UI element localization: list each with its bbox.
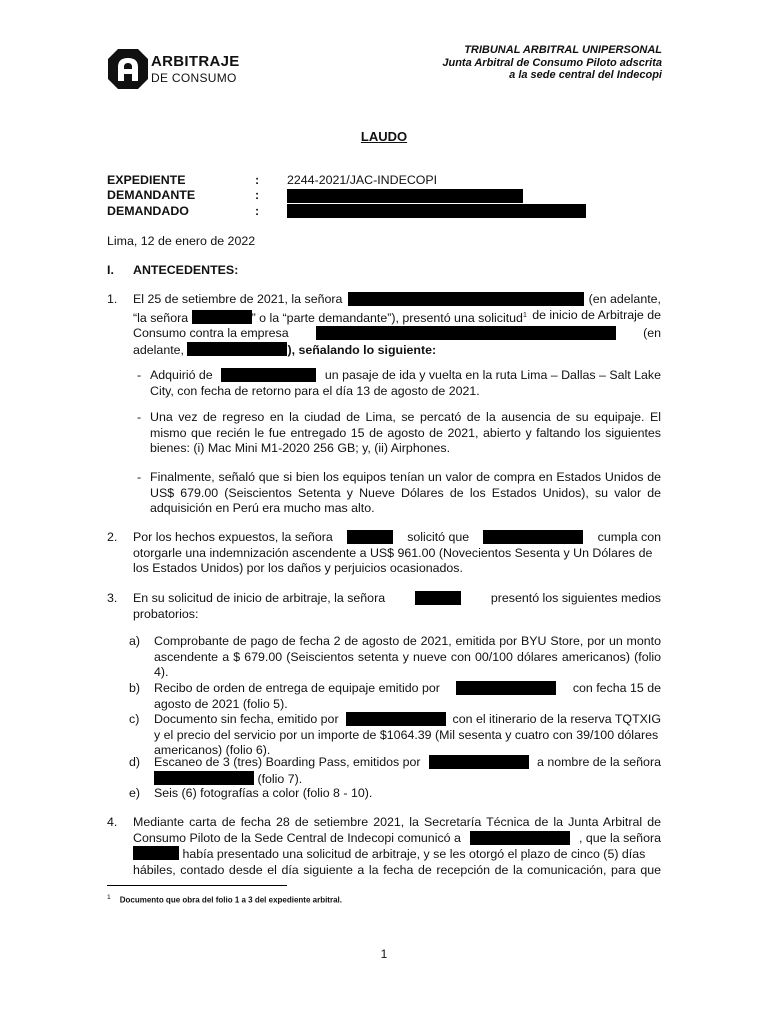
redaction-demandante <box>287 189 523 203</box>
list-d-text-3: (folio 7). <box>257 771 303 786</box>
redaction-company-c <box>346 712 446 726</box>
b1-text-b: un pasaje de ida y vuelta en la ruta Lima – Dallas – Salt Lake <box>324 368 661 382</box>
p4-text-c: , que la señora <box>579 830 661 845</box>
demandado-colon: : <box>255 204 260 218</box>
p1-text-c: “la señora <box>133 310 189 325</box>
p2-text-b: solicitó que <box>407 530 470 544</box>
footnote-divider <box>107 885 287 886</box>
redaction-name-p3 <box>415 591 461 605</box>
p1-text-h: adelante, <box>133 342 184 357</box>
expediente-colon: : <box>255 173 260 187</box>
redaction-company-b1 <box>221 368 316 382</box>
section-number: I. <box>107 263 114 277</box>
paragraph-1 <box>133 292 661 359</box>
p1-text-b: (en adelante, <box>588 292 661 306</box>
footnote <box>107 894 342 905</box>
header-line-1: TRIBUNAL ARBITRAL UNIPERSONAL <box>464 44 662 56</box>
paragraph-2 <box>133 530 661 577</box>
list-c-text-2: con el itinerario de la reserva TQTXIG <box>452 712 661 726</box>
bullet-1 <box>150 368 661 399</box>
p1-text-g: (en <box>643 326 661 341</box>
redaction-company <box>316 326 616 340</box>
arbitraje-logo <box>106 45 256 93</box>
redaction-short-name <box>192 310 252 324</box>
p1-text-i: ), señalando lo siguiente: <box>287 342 437 357</box>
p3-text-a: En su solicitud de inicio de arbitraje, la señora <box>133 591 386 605</box>
list-d-text-2: a nombre de la señora <box>536 755 661 769</box>
paragraph-4 <box>133 815 661 878</box>
p2-text-c: cumpla con <box>597 530 661 544</box>
p1-text-a: El 25 de setiembre de 2021, la señora <box>133 292 343 306</box>
paragraph-2-number: 2. <box>107 530 118 544</box>
list-c-letter: c) <box>129 712 140 726</box>
redaction-name-p4 <box>133 846 179 860</box>
logo-title: ARBITRAJE <box>151 53 240 70</box>
header-line-2: Junta Arbitral de Consumo Piloto adscrita <box>442 56 662 69</box>
document-title: LAUDO <box>360 129 408 144</box>
p4-text-d: había presentado una solicitud de arbitraje, y se les otorgó el plazo de cinco (5) días <box>182 847 646 862</box>
demandante-label: DEMANDANTE <box>107 188 196 202</box>
bullet-3-dash: - <box>137 470 142 484</box>
footnote-number: 1 <box>107 894 111 901</box>
redaction-company-b <box>456 681 556 695</box>
redaction-name-p2 <box>347 530 393 544</box>
p1-text-f: Consumo contra la empresa <box>133 326 289 341</box>
list-b <box>154 681 661 712</box>
paragraph-4-number: 4. <box>107 815 118 829</box>
list-e: Seis (6) fotografías a color (folio 8 - 10). <box>154 786 373 800</box>
expediente-label: EXPEDIENTE <box>107 173 186 187</box>
p4-text-b: Consumo Piloto de la Sede Central de Indecopi comunicó a <box>133 830 461 845</box>
list-b-letter: b) <box>129 681 141 695</box>
p2-text-a: Por los hechos expuestos, la señora <box>133 530 333 544</box>
paragraph-3-number: 3. <box>107 591 118 605</box>
p1-text-d: ” o la “parte demandante”), presentó una solicitud <box>251 310 523 325</box>
list-b-text-2: con fecha 15 de <box>572 681 661 695</box>
bullet-1-dash: - <box>137 368 142 382</box>
expediente-value: 2244-2021/JAC-INDECOPI <box>287 173 438 187</box>
list-c <box>154 712 661 759</box>
redaction-company-d <box>429 755 529 769</box>
redaction-company-p4 <box>470 831 570 845</box>
footnote-ref: 1 <box>522 311 527 319</box>
list-c-text-1: Documento sin fecha, emitido por <box>154 712 339 726</box>
list-d-text-1: Escaneo de 3 (tres) Boarding Pass, emitidos por <box>154 755 421 769</box>
redaction-company-short <box>187 342 287 356</box>
redaction-company-p2 <box>483 530 583 544</box>
redaction-demandado <box>287 204 586 218</box>
footnote-text: Documento que obra del folio 1 a 3 del expediente arbitral. <box>119 895 342 905</box>
p3-text-b: presentó los siguientes medios <box>490 591 661 605</box>
arbitraje-emblem-icon <box>106 47 150 91</box>
bullet-3: Finalmente, señaló que si bien los equipos tenían un valor de compra en Estados Unidos de US$ 679.00 (Seiscientos Setenta y Nueve Dólares de los Estados Unidos), su valor de adquisición en Perú era mucho mas alto. <box>150 470 661 516</box>
demandado-label: DEMANDADO <box>107 204 189 218</box>
list-b-text-1: Recibo de orden de entrega de equipaje emitido por <box>154 681 440 695</box>
p2-text-e: los Estados Unidos) por los daños y perjuicios ocasionados. <box>133 561 463 576</box>
p4-text-e: hábiles, contado desde el día siguiente a la fecha de recepción de la comunicación, para que <box>133 862 661 877</box>
redaction-name-d <box>154 771 254 785</box>
list-a: Comprobante de pago de fecha 2 de agosto de 2021, emitida por BYU Store, por un monto ascendente a $ 679.00 (Seiscientos setenta y nueve con 00/100 dólares americanos) (folio 4). <box>154 634 661 680</box>
header-line-3: a la sede central del Indecopi <box>509 69 662 81</box>
b1-text-a: Adquirió de <box>150 368 213 382</box>
p4-text-a: Mediante carta de fecha 28 de setiembre 2021, la Secretaría Técnica de la Junta Arbitral de <box>133 815 661 829</box>
redaction-name <box>348 292 584 306</box>
document-date: Lima, 12 de enero de 2022 <box>107 234 256 248</box>
logo-subtitle: DE CONSUMO <box>151 71 237 85</box>
list-b-text-3: agosto de 2021 (folio 5). <box>154 696 288 711</box>
list-c-text-3: y el precio del servicio por un importe de $1064.39 (Mil sesenta y cuatro con 39/100 dólares <box>154 727 659 742</box>
paragraph-1-number: 1. <box>107 292 118 306</box>
list-d-letter: d) <box>129 755 141 769</box>
list-e-letter: e) <box>129 786 141 800</box>
demandante-colon: : <box>255 188 260 202</box>
p3-text-c: probatorios: <box>133 606 199 621</box>
b1-text-c: City, con fecha de retorno para el día 13 de agosto de 2021. <box>150 383 480 398</box>
section-title: ANTECEDENTES: <box>133 263 239 277</box>
list-a-letter: a) <box>129 634 141 648</box>
list-c-text-4: americanos) (folio 6). <box>154 743 271 758</box>
p2-text-d: otorgarle una indemnización ascendente a US$ 961.00 (Novecientos Sesenta y Un Dólares de <box>133 545 653 560</box>
bullet-2: Una vez de regreso en la ciudad de Lima, se percató de la ausencia de su equipaje. El mismo que recién le fue entregado 15 de agosto de 2021, abierto y faltando los siguientes bienes: (i) Mac Mini M1-2020 256 GB; y, (ii) Airphones. <box>150 410 661 456</box>
p1-text-e: de inicio de Arbitraje de <box>532 307 661 322</box>
bullet-2-dash: - <box>137 410 142 424</box>
list-d <box>154 755 661 787</box>
page-number: 1 <box>380 947 388 961</box>
tribunal-header <box>442 44 662 82</box>
paragraph-3 <box>133 591 661 622</box>
